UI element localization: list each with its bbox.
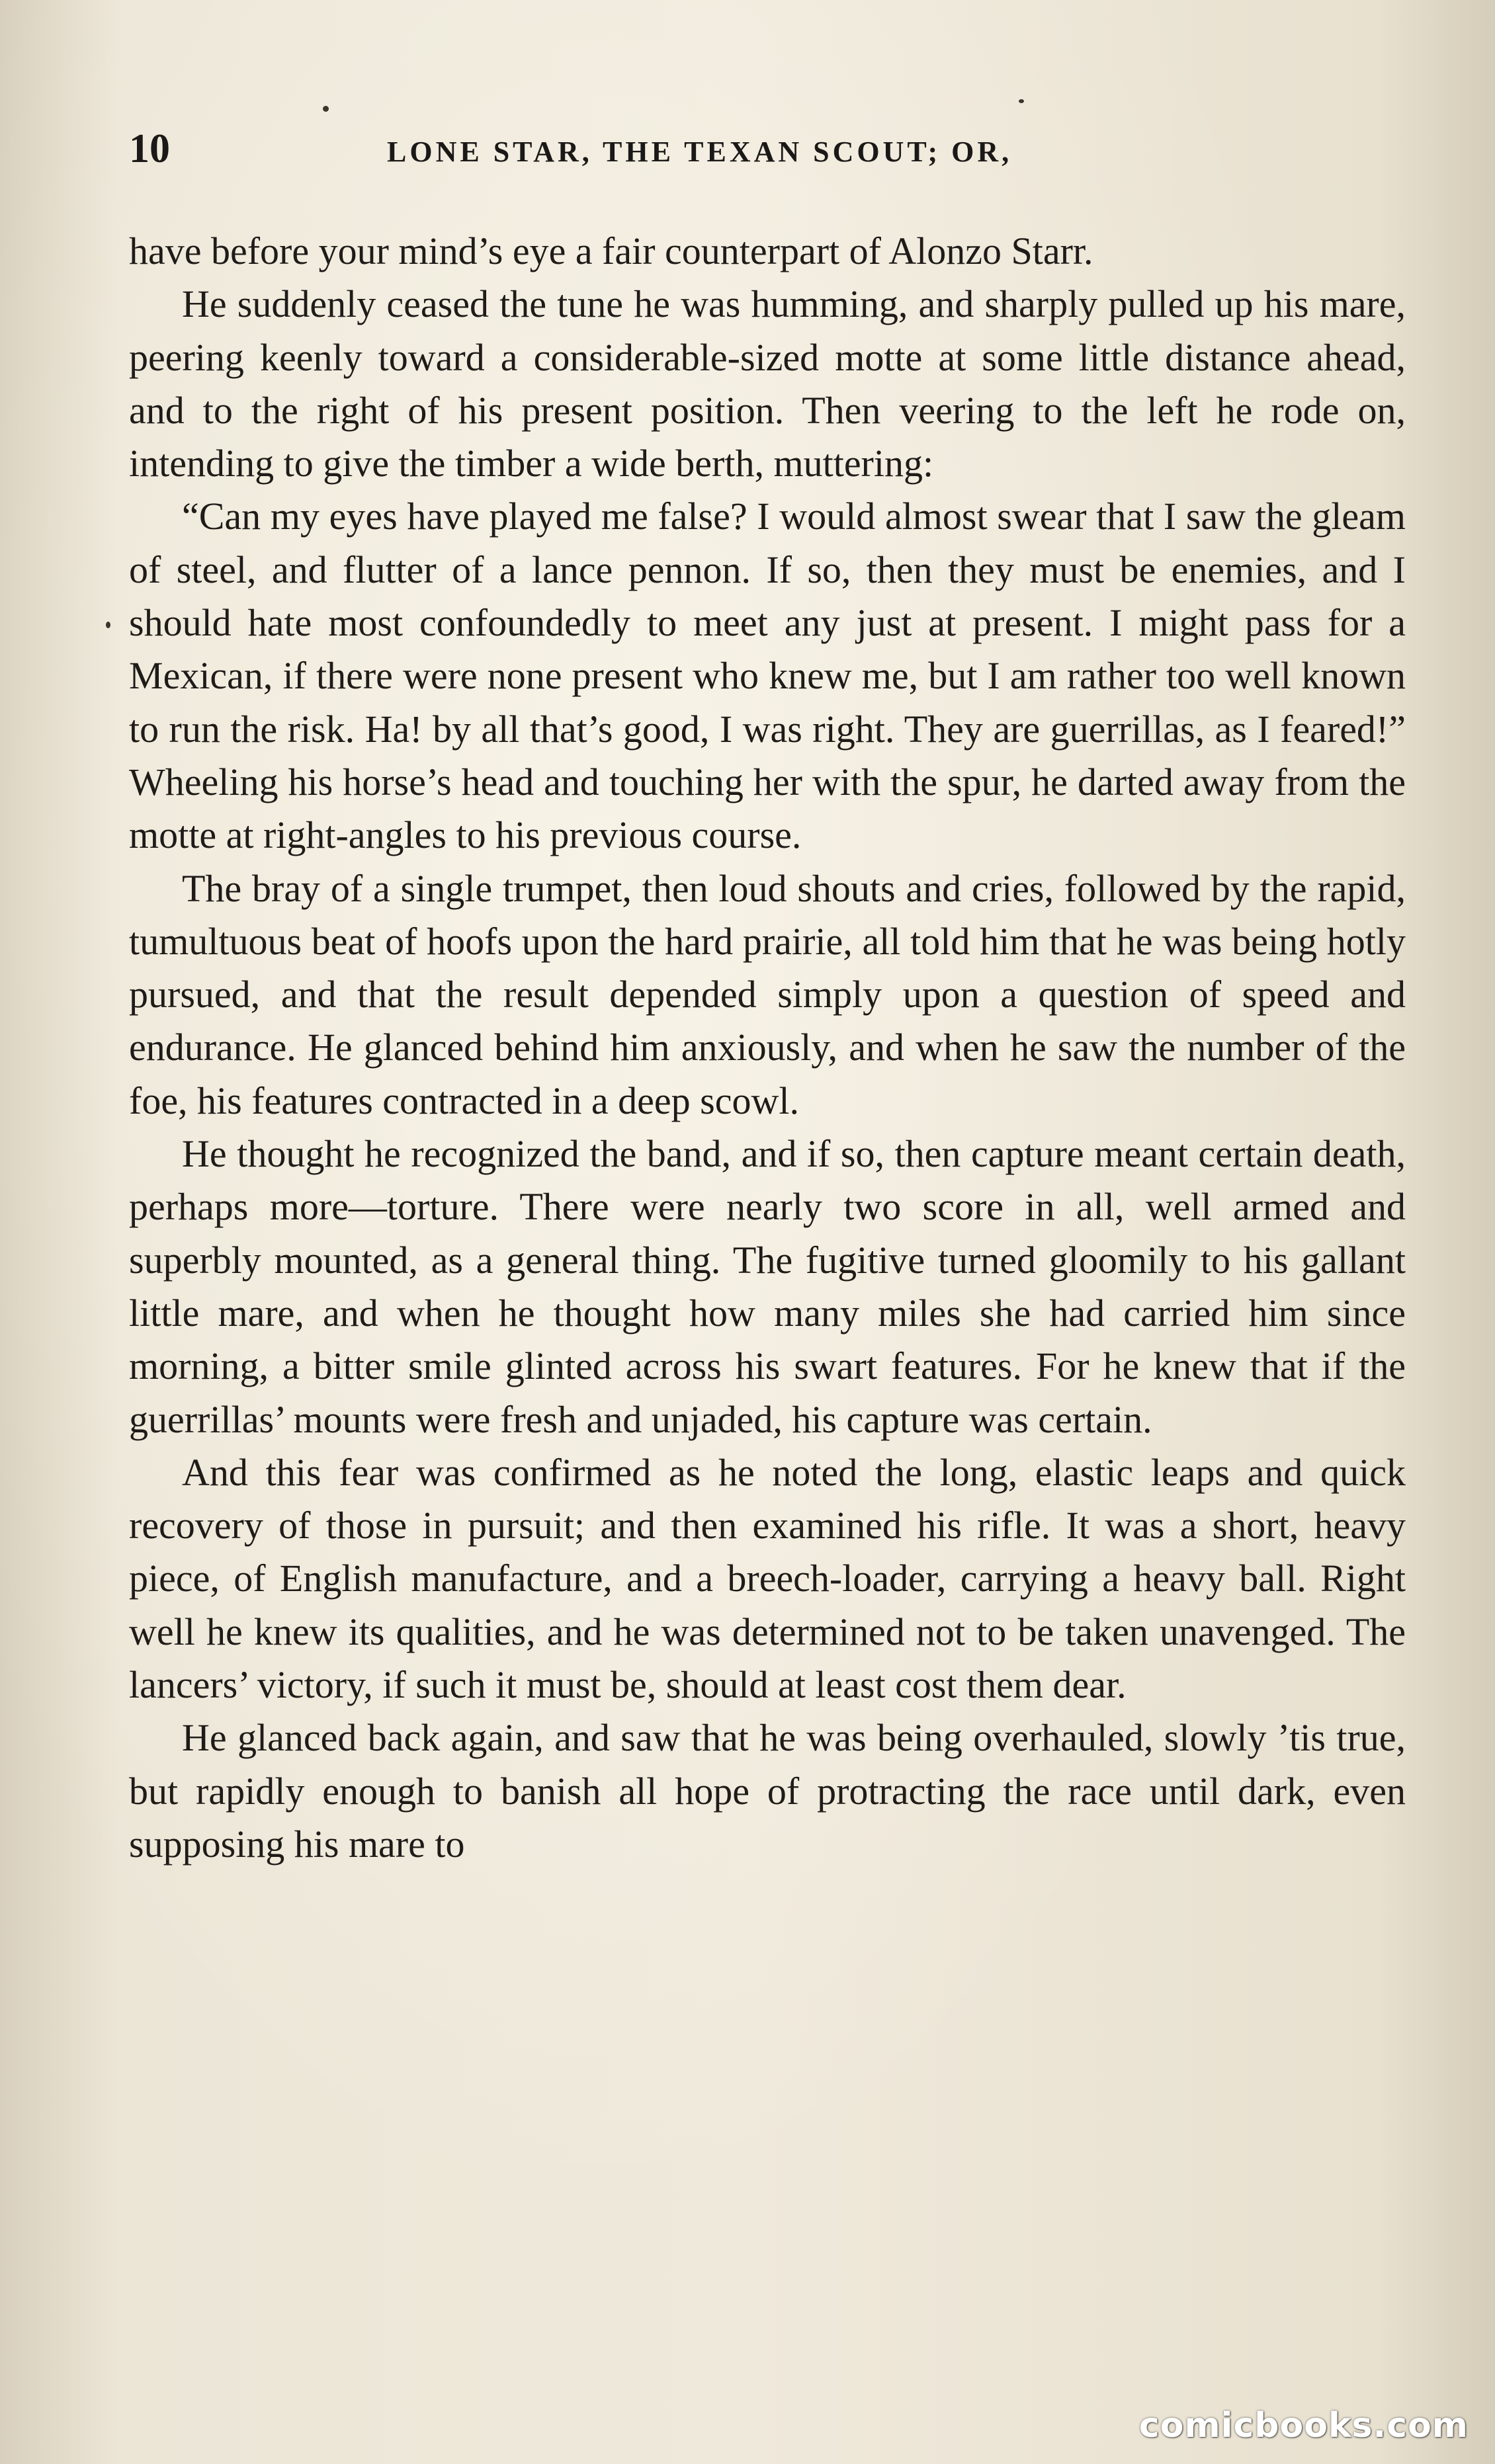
paragraph: “Can my eyes have played me false? I would almost swear that I saw the gleam of steel, and flutter of a lance pennon. If so, then they must be enemies, and I should hate most confoundedly to meet any just at present. I might pass for a Mexican, if there were none present who knew me, but I am rather too well known to run the risk. Ha! by all that’s good, I was right. They are guerrillas, as I feared!” Wheeling his horse’s head and touching her with the spur, he darted away from the motte at right-angles to his previous course. xyxy=(129,495,1406,857)
watermark: comicbooks.com xyxy=(1138,2406,1469,2445)
paragraph: have before your mind’s eye a fair counterpart of Alonzo Starr. xyxy=(129,229,1093,272)
ink-speck xyxy=(323,106,329,112)
paragraph: And this fear was confirmed as he noted the long, elastic leaps and quick recovery of those in pursuit; and then examined his rifle. It was a short, heavy piece, of English manufacture, and a breech-loader, carrying a heavy ball. Right well he knew its qualities, and he was determined not to be taken unavenged. The lancers’ victory, if such it must be, should at least cost them dear. xyxy=(129,1450,1406,1707)
paragraph: He suddenly ceased the tune he was humming, and sharply pulled up his mare, peering keenly toward a considerable-sized motte at some little distance ahead, and to the right of his present position. Then veering to the left he rode on, intending to give the timber a wide berth, muttering: xyxy=(129,282,1406,485)
body-text xyxy=(129,225,1406,1871)
ink-speck xyxy=(1019,99,1024,103)
page-number: 10 xyxy=(129,126,170,171)
paragraph: The bray of a single trumpet, then loud shouts and cries, followed by the rapid, tumultuous beat of hoofs upon the hard prairie, all told him that he was being hotly pursued, and that the result depended simply upon a question of speed and endurance. He glanced behind him anxiously, and when he saw the number of the foe, his features contracted in a deep scowl. xyxy=(129,866,1406,1122)
ink-speck xyxy=(106,622,110,628)
running-head: LONE STAR, THE TEXAN SCOUT; OR, xyxy=(387,136,1013,168)
page-header xyxy=(129,126,1406,185)
paragraph: He glanced back again, and saw that he was being overhauled, slowly ’tis true, but rapidly enough to banish all hope of protracting the race until dark, even supposing his mare to xyxy=(129,1716,1406,1866)
paragraph: He thought he recognized the band, and if so, then capture meant certain death, perhaps more—torture. There were nearly two score in all, well armed and superbly mounted, as a general thing. The fugitive turned gloomily to his gallant little mare, and when he thought how many miles she had carried him since morning, a bitter smile glinted across his swart features. For he knew that if the guerrillas’ mounts were fresh and unjaded, his capture was certain. xyxy=(129,1132,1406,1441)
